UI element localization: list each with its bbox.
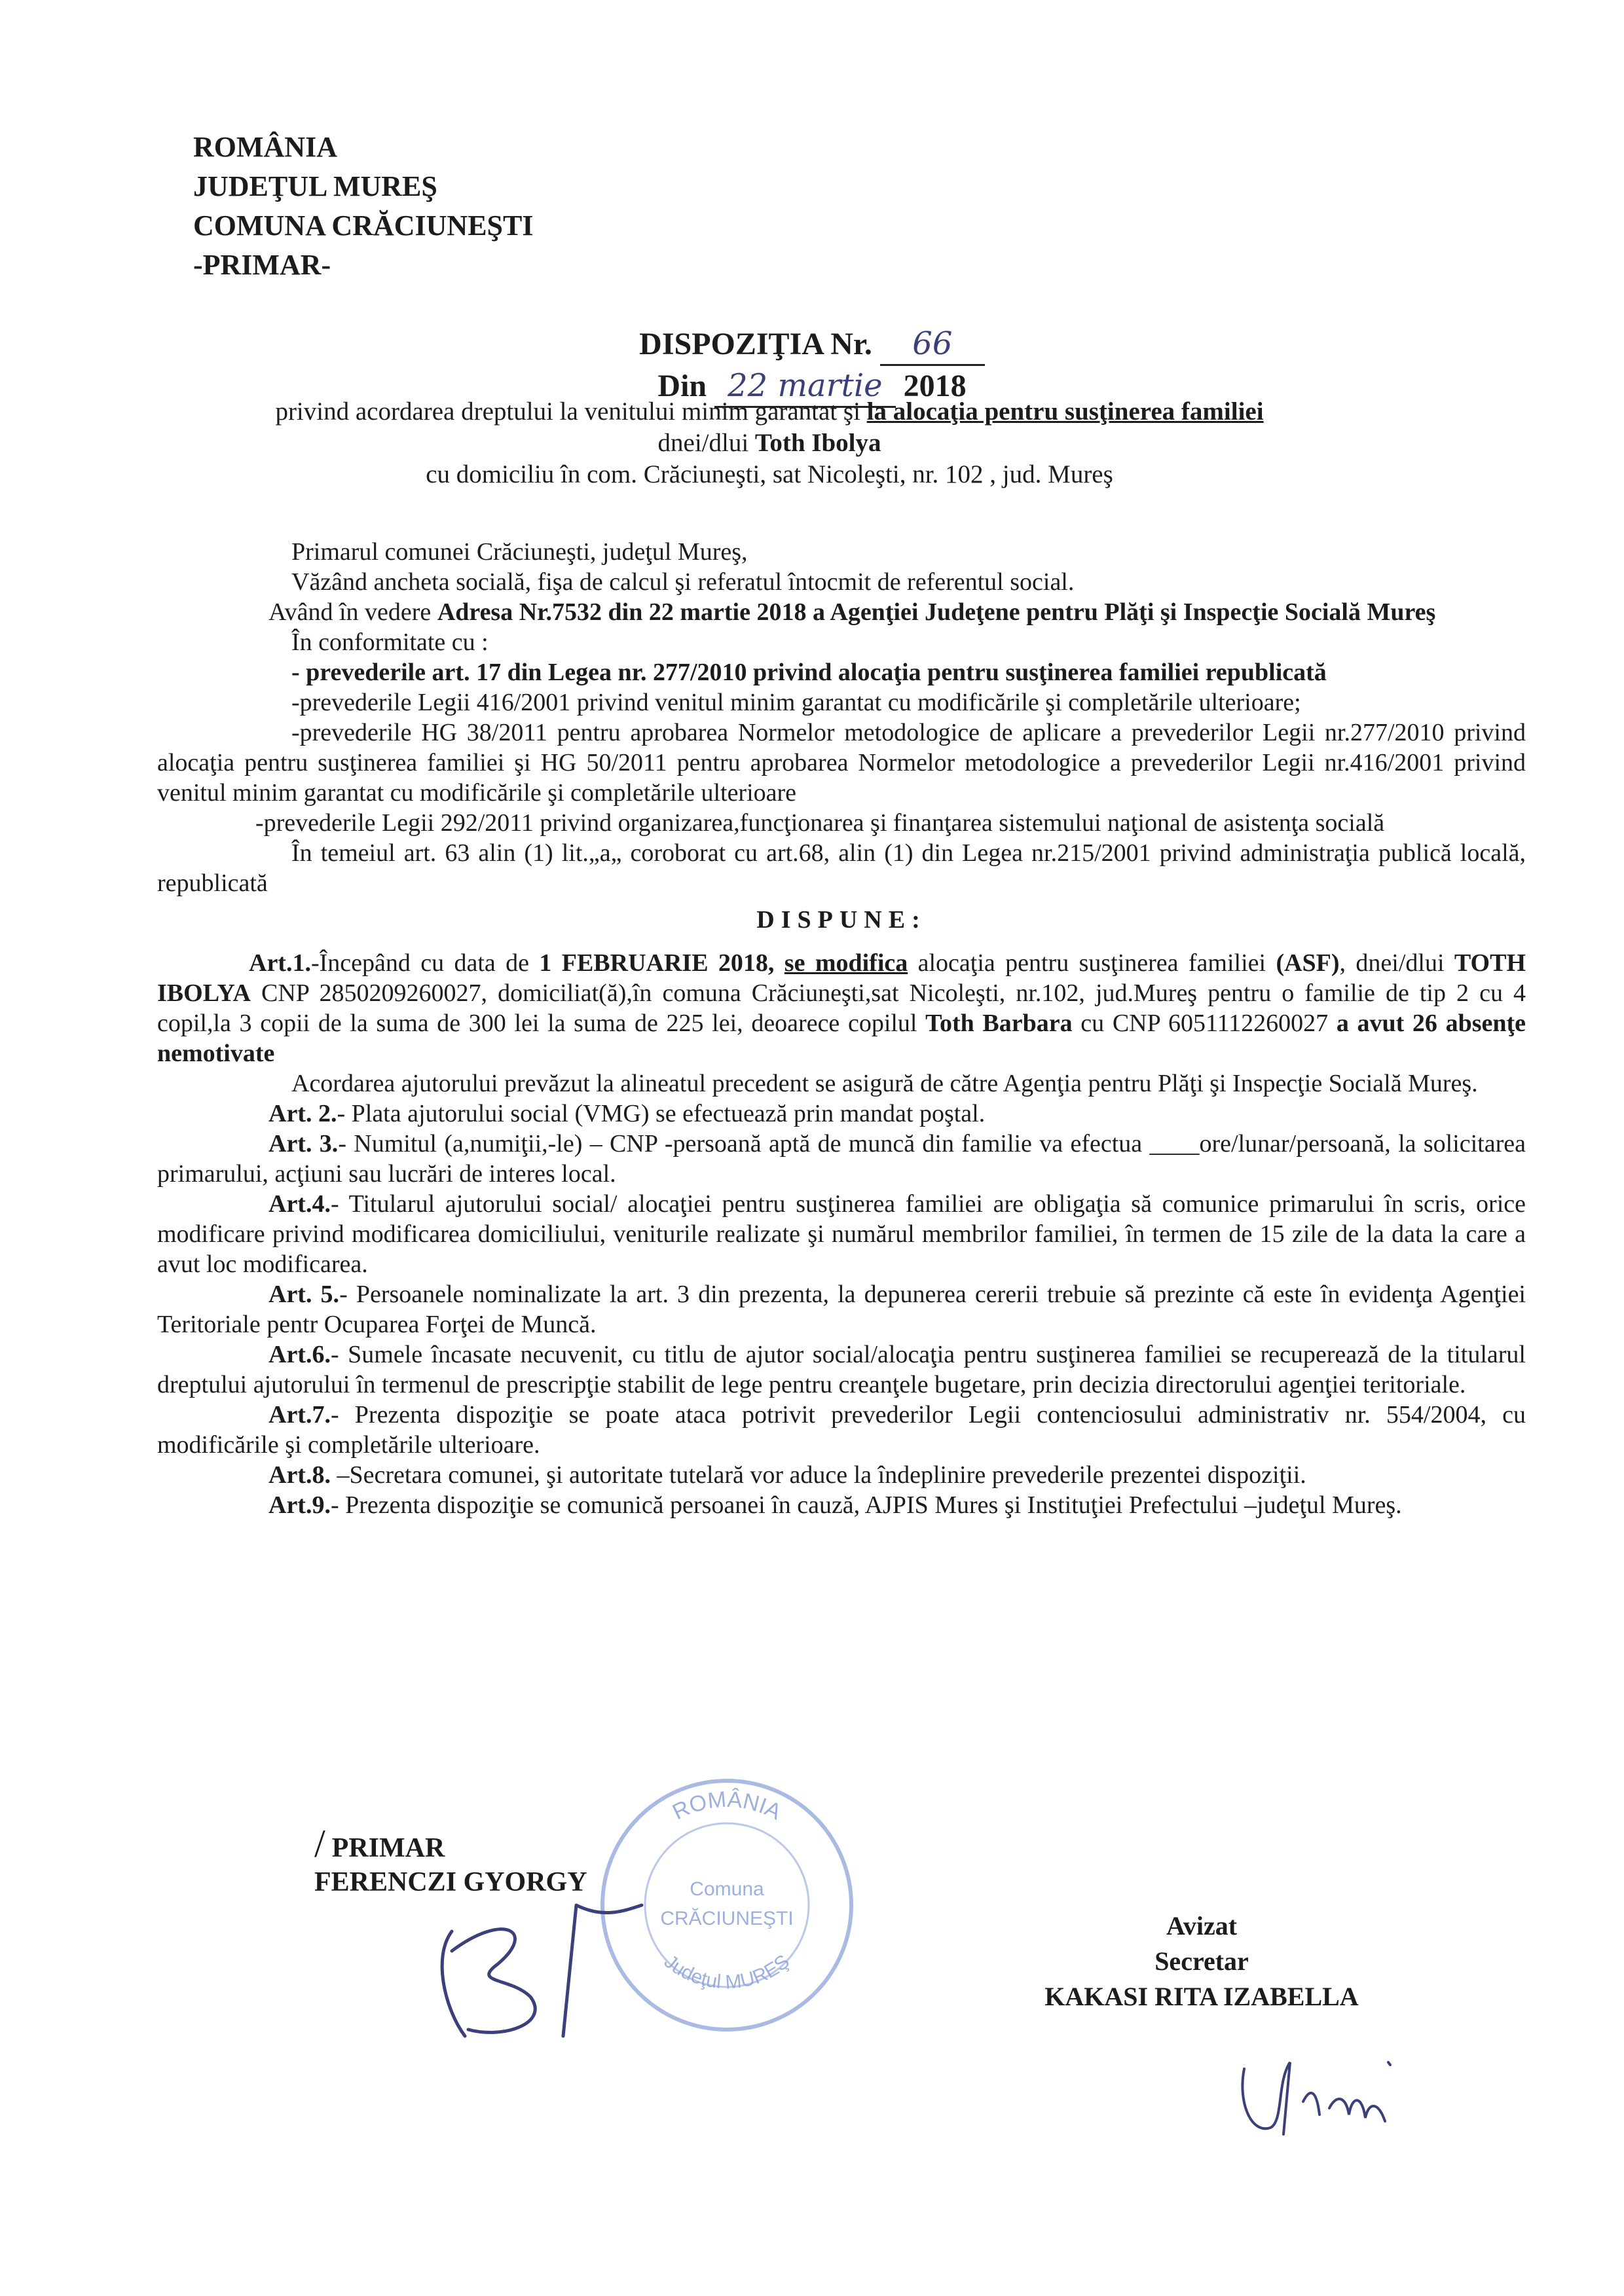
handwritten-number: 66: [880, 324, 985, 366]
legal-basis-5: În temeiul art. 63 alin (1) lit.„a„ coroborat cu art.68, alin (1) din Legea nr.215/2001 privind administraţia publică locală, republicată: [157, 839, 1526, 897]
subject-line-1: privind acordarea dreptului la venitului minim garantat şi la alocaţia pentru susţinerea familiei: [275, 397, 1264, 426]
document-title: [0, 324, 1624, 408]
intro-mayor: Primarul comunei Crăciuneşti, judeţul Mureş,: [291, 538, 748, 566]
din-label: Din: [657, 369, 707, 403]
svg-text:Judeţul MUREŞ: [660, 1950, 794, 1993]
stamp-bottom-text: Judeţul MUREŞ: [659, 1950, 794, 1994]
dispune-heading: DISPUNE:: [756, 906, 927, 934]
intro-considering: Văzând ancheta socială, fişa de calcul şi referatul întocmit de referentul social.: [291, 568, 1075, 596]
title-number-line: [0, 324, 1624, 366]
issuer-header: [193, 128, 534, 285]
header-county: JUDEŢUL MUREŞ: [193, 170, 437, 202]
header-country: ROMÂNIA: [193, 131, 337, 163]
mayor-handwritten-signature: [406, 1892, 655, 2049]
secretary-title: Secretar: [1154, 1946, 1249, 1976]
mayor-title: / PRIMAR: [314, 1822, 445, 1865]
stamp-center-2: CRĂCIUNEŞTI: [660, 1908, 794, 1929]
legal-basis-1: - prevederile art. 17 din Legea nr. 277/2010 privind alocaţia pentru susţinerea familiei republicată: [291, 659, 1327, 686]
handwritten-date: 22 martie: [714, 366, 895, 408]
article-1: Art.1.-Începând cu data de 1 FEBRUARIE 2018, se modifica alocaţia pentru susţinerea familiei (ASF), dnei/dlui TOTH IBOLYA CNP 2850209260027, domiciliat(ă),în comuna Crăciuneşti,sat Nicoleşti, nr.102, jud.Mureş pentru o familie de tip 2 cu 4 copil,la 3 copii de la suma de 300 lei la suma de 225 lei, deoarece copilul Toth Barbara cu CNP 6051112260027 a avut 26 absenţe nemotivate: [157, 949, 1526, 1067]
article-3: Art. 3.- Numitul (a,numiţii,-le) – CNP -persoană aptă de muncă din familie va efectua ____ore/lunar/persoană, la solicitarea primarului, acţiuni sau lucrări de interes local.: [157, 1130, 1526, 1188]
intro-conformity: În conformitate cu :: [291, 629, 489, 656]
title-year: 2018: [903, 369, 967, 403]
subject-line-2: dnei/dlui Toth Ibolya: [657, 429, 881, 457]
mayor-name: FERENCZI GYORGY: [314, 1867, 587, 1897]
document-body: [157, 537, 1526, 1520]
article-7: Art.7.- Prezenta dispoziţie se poate ataca potrivit prevederilor Legii contenciosului administrativ nr. 554/2004, cu modificările şi completările ulterioare.: [157, 1401, 1526, 1459]
header-commune: COMUNA CRĂCIUNEŞTI: [193, 210, 534, 242]
legal-basis-2: -prevederile Legii 416/2001 privind venitul minim garantat cu modificările şi completările ulterioare;: [291, 689, 1301, 716]
title-label: DISPOZIŢIA Nr.: [639, 327, 872, 361]
article-2: Art. 2.- Plata ajutorului social (VMG) se efectuează prin mandat poştal.: [268, 1100, 986, 1127]
article-6: Art.6.- Sumele încasate necuvenit, cu titlu de ajutor social/alocaţia pentru susţinerea familiei se recuperează de la titularul dreptului ajutorului în termenul de prescripţie stabilit de lege pentru creanţele bugetare, prin decizia directorului agenţiei teritoriale.: [157, 1341, 1526, 1398]
article-9: Art.9.- Prezenta dispoziţie se comunică persoanei în cauză, AJPIS Mures şi Instituţiei Prefectului –judeţul Mureş.: [268, 1491, 1402, 1519]
legal-basis-3: -prevederile HG 38/2011 pentru aprobarea Normelor metodologice de aplicare a prevederilor Legii nr.277/2010 privind alocaţia pentru susţinerea familiei şi HG 50/2011 pentru aprobarea Normelor metodologice a prevederilor Legii nr.416/2001 privind venitul minim garantat cu modificările şi completările ulterioare: [157, 719, 1526, 807]
article-4: Art.4.- Titularul ajutorului social/ alocaţiei pentru susţinerea familiei are obligaţia să comunice primarului în scris, orice modificare privind modificarea domiciliului, veniturile realizate şi numărul membrilor familiei, în termen de 15 zile de la data la care a avut loc modificarea.: [157, 1190, 1526, 1278]
secretary-name: KAKASI RITA IZABELLA: [1044, 1982, 1359, 2011]
article-5: Art. 5.- Persoanele nominalizate la art. 3 din prezenta, la depunerea cererii trebuie să prezinte că este în evidenţa Agenţiei Teritoriale pentr Ocuparea Forţei de Muncă.: [157, 1281, 1526, 1338]
secretary-handwritten-signature: [1231, 2043, 1401, 2147]
mayor-signature-block: [314, 1822, 587, 1899]
secretary-avizat: Avizat: [1166, 1911, 1238, 1941]
stamp-center-1: Comuna: [690, 1878, 764, 1900]
subject-line-3: cu domiciliu în com. Crăciuneşti, sat Nicoleşti, nr. 102 , jud. Mureş: [426, 460, 1113, 488]
secretary-signature-block: [1005, 1908, 1398, 2014]
svg-text:ROMÂNIA: [669, 1787, 785, 1825]
intro-address: Având în vedere Adresa Nr.7532 din 22 martie 2018 a Agenţiei Judeţene pentru Plăţi şi Inspecţie Socială Mureş: [268, 598, 1436, 626]
header-office: -PRIMAR-: [193, 249, 331, 281]
legal-basis-4: -prevederile Legii 292/2011 privind organizarea,funcţionarea şi finanţarea sistemului naţional de asistenţa socială: [255, 809, 1385, 837]
article-8: Art.8. –Secretara comunei, şi autoritate tutelară vor aduce la îndeplinire prevederile prezentei dispoziţii.: [268, 1461, 1306, 1489]
stamp-top-text: ROMÂNIA: [669, 1787, 786, 1825]
subject-block: [190, 396, 1349, 490]
article-1-paragraph-2: Acordarea ajutorului prevăzut la alineatul precedent se asigură de către Agenţia pentru Plăţi şi Inspecţie Socială Mureş.: [291, 1070, 1478, 1097]
